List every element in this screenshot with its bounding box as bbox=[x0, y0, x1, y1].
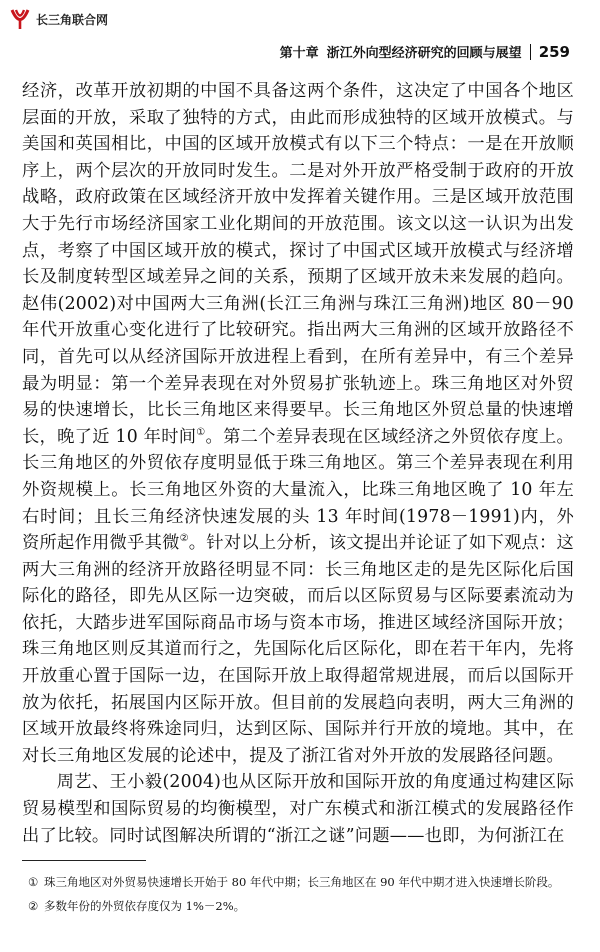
header-divider bbox=[530, 44, 531, 60]
logo-text: 长三角联合网 bbox=[36, 12, 109, 27]
footnote-number: ② bbox=[28, 899, 39, 913]
footnote-2 bbox=[22, 897, 574, 915]
paragraph-1-part-b: 。第二个差异表现在区域经济之外贸依存度上。长三角地区的外贸依存度明显低于珠三角地区。第三个差异表现在利用外资规模上。长三角地区外资的大量流入，比珠三角地区晚了 10 年左右时间；且长三角经济快速发展的头 13 年时间(1978－1991)内，外资所起作用微乎其微 bbox=[22, 426, 574, 554]
running-head bbox=[280, 42, 570, 61]
paragraph-2: 周艺、王小毅(2004)也从区际开放和国际开放的角度通过构建区际贸易模型和国际贸易的均衡模型，对广东模式和浙江模式的发展路径作出了比较。同时试图解决所谓的“浙江之谜”问题——也即，为何浙江在 bbox=[22, 772, 574, 846]
footnote-1 bbox=[22, 873, 574, 891]
chapter-label: 第十章 bbox=[279, 46, 319, 61]
footnote-ref-1[interactable]: ① bbox=[196, 426, 206, 438]
body-text bbox=[22, 78, 574, 849]
footnote-text: 珠三角地区对外贸易快速增长开始于 80 年代中期；长三角地区在 90 年代中期才进入快速增长阶段。 bbox=[44, 875, 560, 889]
footnote-text: 多数年份的外贸依存度仅为 1%－2%。 bbox=[44, 899, 246, 913]
paragraph-1 bbox=[22, 78, 574, 769]
paragraph-1-part-c: 。针对以上分析，该文提出并论证了如下观点：这两大三角洲的经济开放路径明显不同：长三角地区走的是先区际化后国际化的路径，即先从区际一边突破，而后以区际贸易与区际要素流动为依托，大踏步进军国际商品市场与资本市场，推进区域经济国际开放；珠三角地区则反其道而行之，先国际化后区际化，即在若干年内，先将开放重心置于国际一边，在国际开放上取得超常规进展，而后以国际开放为依托，拓展国内区际开放。但目前的发展趋向表明，两大三角洲的区域开放最终将殊途同归，达到区际、国际并行开放的境地。其中，在对长三角地区发展的论述中，提及了浙江省对外开放的发展路径问题。 bbox=[22, 533, 574, 766]
footnote-divider bbox=[22, 860, 146, 861]
footnote-number: ① bbox=[28, 875, 39, 889]
paragraph-1-part-a: 经济，改革开放初期的中国不具备这两个条件，这决定了中国各个地区层面的开放，采取了独特的方式，由此而形成独特的区域开放模式。与美国和英国相比，中国的区域开放模式有以下三个特点：一是在开放顺序上，两个层次的开放同时发生。二是对外开放严格受制于政府的开放战略，政府政策在区域经济开放中发挥着关键作用。三是区域开放范围大于先行市场经济国家工业化期间的开放范围。该文以这一认识为出发点，考察了中国区域开放的模式，探讨了中国式区域开放模式与经济增长及制度转型区域差异之间的关系，预期了区域开放未来发展的趋向。赵伟(2002)对中国两大三角洲(长江三角洲与珠江三角洲)地区 80－90 年代开放重心变化进行了比较研究。指出两大三角洲的区域开放路径不同，首先可以从经济国际开放进程上看到，在所有差异中，有三个差异最为明显：第一个差异表现在对外贸易扩张轨迹上。珠三角地区对外贸易的快速增长，比长三角地区来得要早。长三角地区外贸总量的快速增长，晚了近 10 年时间 bbox=[22, 81, 574, 447]
chapter-title: 浙江外向型经济研究的回顾与展望 bbox=[326, 46, 522, 61]
footnote-ref-2[interactable]: ② bbox=[179, 533, 189, 545]
page-number: 259 bbox=[538, 42, 570, 61]
site-logo bbox=[8, 6, 108, 32]
logo-icon bbox=[8, 7, 32, 31]
footnotes bbox=[22, 873, 574, 921]
